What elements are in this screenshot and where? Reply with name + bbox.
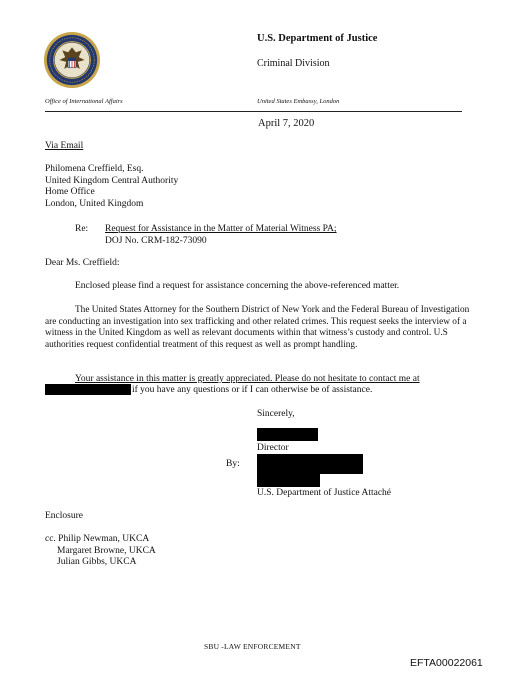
bates-number: EFTA00022061 <box>410 657 483 669</box>
cc-item: Margaret Browne, UKCA <box>57 545 156 556</box>
recipient-address <box>45 164 178 210</box>
delivery-method: Via Email <box>45 141 84 151</box>
signer-title: Director <box>257 443 289 453</box>
subject-label: Re: <box>75 224 89 234</box>
body-paragraph: The United States Attorney for the Southern District of New York and the Federal Bureau of Investigation are conducting an investigation into sex trafficking and other related crimes. This request seeks the interview of a witness in the United Kingdom as well as relevant documents within that witness’s custody and control. U.S authorities request confidential treatment of this request as well as prompt handling. <box>45 305 470 350</box>
letterhead-divider <box>45 111 462 112</box>
enclosure-note: Enclosure <box>45 511 83 521</box>
body-paragraph-line <box>75 374 420 384</box>
body-paragraph-text: Your assistance in this matter is greatly appreciated. Please do not hesitate to contact me at <box>75 374 420 384</box>
redaction-signature <box>257 454 363 474</box>
office-name: Office of International Affairs <box>45 98 123 105</box>
redaction-contact <box>45 384 131 395</box>
recipient-line: London, United Kingdom <box>45 198 144 209</box>
recipient-line: Philomena Creffield, Esq. <box>45 164 144 174</box>
division-name: Criminal Division <box>257 58 330 69</box>
body-paragraph-line: if you have any questions or if I can otherwise be of assistance. <box>132 385 373 395</box>
redaction-signature-name <box>257 474 320 487</box>
office-location: United States Embassy, London <box>257 98 340 105</box>
closing-sincerely: Sincerely, <box>257 409 295 419</box>
by-label: By: <box>226 459 240 469</box>
signer-organization: U.S. Department of Justice Attaché <box>257 488 392 498</box>
recipient-line: United Kingdom Central Authority <box>45 175 179 186</box>
subject-line: Request for Assistance in the Matter of Material Witness PA; <box>105 224 337 234</box>
body-paragraph: Enclosed please find a request for assistance concerning the above-referenced matter. <box>75 281 400 291</box>
subject-reference: DOJ No. CRM-182-73090 <box>105 236 207 246</box>
cc-list <box>45 534 156 569</box>
classification-footer: SBU -LAW ENFORCEMENT <box>204 642 301 651</box>
recipient-line: Home Office <box>45 187 95 197</box>
doj-seal-icon <box>43 31 101 89</box>
department-name: U.S. Department of Justice <box>257 33 378 44</box>
salutation: Dear Ms. Creffield: <box>45 258 120 268</box>
cc-item: cc. Philip Newman, UKCA <box>45 534 150 544</box>
redaction-name <box>257 428 318 441</box>
cc-item: Julian Gibbs, UKCA <box>57 557 137 567</box>
letter-date: April 7, 2020 <box>258 118 315 129</box>
